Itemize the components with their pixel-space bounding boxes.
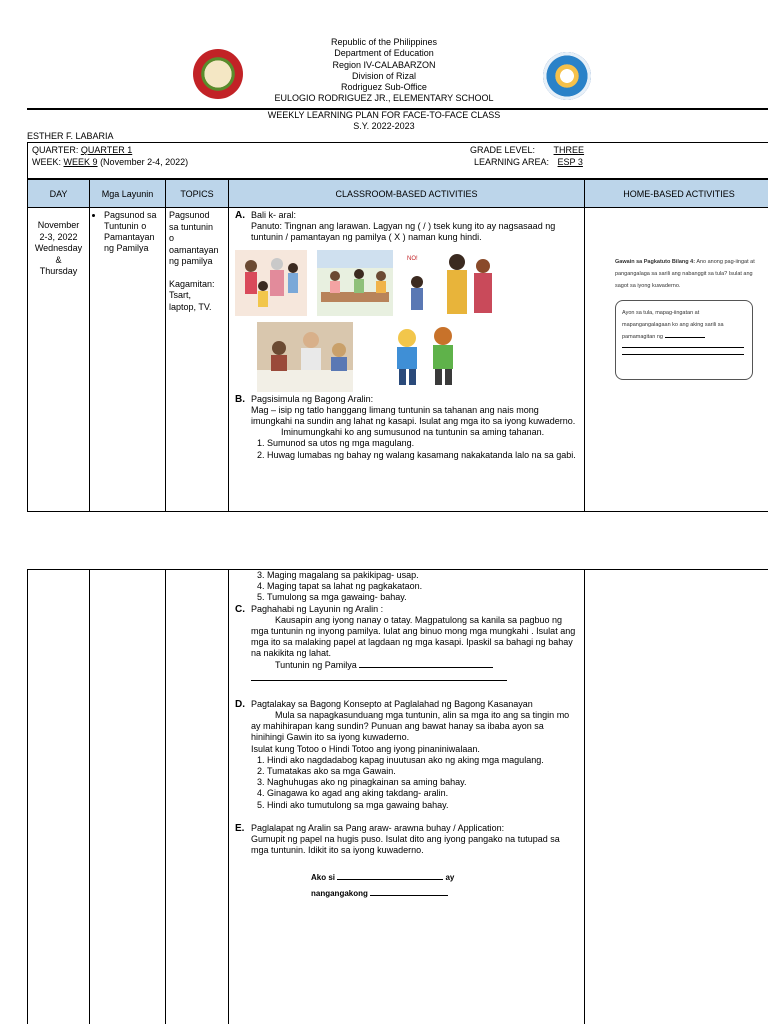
pledge-form — [235, 870, 578, 902]
list-item: 3. Naghuhugas ako ng pinagkainan sa aming bahay. — [267, 777, 578, 788]
home-cell-empty — [585, 570, 768, 1024]
header-line: Rodriguez Sub-Office — [341, 82, 427, 93]
pledge-prefix-1: Ako si — [311, 873, 336, 883]
quarter-label: QUARTER: — [32, 145, 79, 155]
section-b-list — [235, 438, 578, 460]
area-value: ESP 3 — [557, 157, 583, 167]
grade-value: THREE — [553, 145, 585, 155]
col-header-home: HOME-BASED ACTIVITIES — [585, 180, 768, 208]
table-header-row — [28, 180, 768, 208]
plan-info-box — [27, 142, 768, 179]
plan-table — [27, 179, 768, 512]
teacher-name: ESTHER F. LABARIA — [27, 131, 114, 141]
header-line: Region IV-CALABARZON — [332, 59, 436, 70]
header-line: Department of Education — [334, 48, 434, 59]
home-activity-body: Ano anong pag-iingat at pangangalaga sa sarili ang nabanggit sa tula? Isulat ang sagot sa iyong kuwaderno. — [615, 259, 755, 289]
quarter-value: QUARTER 1 — [80, 145, 133, 155]
materials-label: Kagamitan: — [169, 278, 215, 289]
day-cell — [28, 208, 90, 512]
section-letter: A. — [235, 210, 245, 221]
objective-item: • Pagsunod sa Tuntunin o Pamantayan ng Pamilya — [104, 210, 163, 254]
day-line: Wednesday — [34, 243, 83, 253]
section-c — [235, 604, 578, 615]
section-title: Paglalapat ng Aralin sa Pang araw- arawna buhay / Application: — [251, 822, 505, 833]
section-b — [235, 394, 578, 405]
section-b-text: Mag – isip ng tatlo hanggang limang tuntunin sa tahanan ang nais mong imungkahi na sundin ang lahat ng kasapi. Isulat ang mga ito sa iyong kuwaderno. — [251, 404, 576, 427]
day-line: November — [37, 220, 80, 230]
answer-line — [622, 347, 744, 348]
area-label: LEARNING AREA: — [474, 157, 550, 167]
header-line: Division of Rizal — [351, 70, 417, 81]
pledge-prefix-2: nangangakong — [311, 889, 368, 899]
fill-label: Tuntunin ng Pamilya — [275, 659, 357, 670]
day-line: & — [55, 254, 62, 265]
day-cell-empty — [28, 570, 90, 1024]
day-line: Thursday — [39, 266, 78, 276]
topic-line: Pagsunod — [169, 210, 210, 220]
section-a — [235, 210, 578, 221]
materials-line: laptop, TV. — [169, 301, 212, 312]
pledge-fill-name — [337, 879, 443, 880]
answer-line — [665, 337, 705, 338]
school-name: EULOGIO RODRIGUEZ JR., ELEMENTARY SCHOOL — [274, 93, 494, 104]
col-header-classroom: CLASSROOM-BASED ACTIVITIES — [229, 180, 585, 208]
section-d-lead: Isulat kung Totoo o Hindi Totoo ang iyong pinaniniwalaan. — [251, 743, 480, 754]
section-c-text: Kausapin ang iyong nanay o tatay. Magpatulong sa kanila sa pagbuo ng mga tuntunin ng inyong pamilya. Iulat ang binuo mong mga mungkahi . Isulat ang mga ito sa malaking papel at lagdaan ng mga kasapi. Ipaskil sa bahagi ng bahay na nakikita ng lahat. — [251, 614, 576, 659]
family-illustrations — [235, 246, 575, 318]
pledge-fill-promise — [370, 895, 448, 896]
section-b-list-continued — [235, 570, 578, 604]
school-year: S.Y. 2022-2023 — [353, 121, 415, 132]
home-cell — [585, 208, 768, 512]
section-letter: D. — [235, 698, 245, 710]
classroom-cell — [229, 208, 585, 512]
materials-line: Tsart, — [169, 290, 192, 300]
section-d-list — [235, 755, 578, 811]
grade-label: GRADE LEVEL: — [470, 145, 536, 155]
col-header-topics: TOPICS — [166, 180, 229, 208]
day-line: 2-3, 2022 — [39, 231, 78, 242]
list-item: 3. Maging magalang sa pakikipag- usap. — [267, 570, 578, 581]
list-item: 4. Maging tapat sa lahat ng pagkakataon. — [267, 581, 578, 592]
list-item: 2. Huwag lumabas ng bahay ng walang kasamang nakakatanda lalo na sa gabi. — [267, 450, 578, 461]
list-item: 5. Tumulong sa mga gawaing- bahay. — [267, 592, 578, 603]
section-letter: C. — [235, 603, 245, 615]
grade-row — [470, 145, 584, 155]
list-item: 1. Sumunod sa utos ng mga magulang. — [267, 438, 578, 449]
objective-cell-empty — [90, 570, 166, 1024]
home-answer-prompt: Ayon sa tula, mapag-iingatan at mapangangalagaan ko ang aking sarili sa pamamagitan ng — [622, 310, 724, 340]
illustration-row-2 — [235, 322, 578, 394]
svg-text:NO!: NO! — [407, 255, 418, 262]
home-activity-title: Gawain sa Pagkatuto Bilang 4: — [615, 259, 696, 265]
section-d — [235, 699, 578, 710]
list-item: 5. Hindi ako tumutulong sa mga gawaing bahay. — [267, 800, 578, 811]
section-title: Bali k- aral: — [251, 210, 297, 220]
school-header — [0, 37, 768, 105]
list-item: 4. Ginagawa ko agad ang aking takdang- aralin. — [267, 788, 578, 799]
fill-row — [235, 660, 578, 671]
home-activity-text — [615, 256, 767, 292]
praying-family-picture-icon — [257, 322, 353, 392]
fighting-kids-picture-icon — [397, 327, 453, 385]
section-title: Paghahabi ng Layunin ng Aralin : — [251, 603, 384, 614]
classroom-cell-continued — [229, 570, 585, 1024]
pledge-line-2 — [311, 886, 578, 902]
argument-picture-icon — [405, 250, 497, 316]
topic-line: o — [169, 233, 175, 243]
illustration-row-1 — [235, 246, 578, 318]
week-row — [32, 157, 188, 167]
list-item: 2. Tumatakas ako sa mga Gawain. — [267, 766, 578, 777]
division-seal-logo — [543, 52, 591, 100]
section-b-lead: Iminumungkahi ko ang sumusunod na tuntunin sa aming tahanan. — [281, 427, 545, 438]
section-title: Pagtalakay sa Bagong Konsepto at Paglalahad ng Bagong Kasanayan — [251, 698, 533, 709]
plan-title — [0, 110, 768, 133]
home-answer-box — [615, 300, 753, 380]
plan-title-line: WEEKLY LEARNING PLAN FOR FACE-TO-FACE CLASS — [267, 110, 501, 120]
pledge-line-1 — [311, 870, 578, 886]
section-letter: E. — [235, 822, 245, 834]
section-a-text: Panuto: Tingnan ang larawan. Lagyan ng ( / ) tsek kung ito ay nagsasaad ng tuntunin / pamantayan ng pamilya ( X ) naman kung hindi. — [251, 221, 556, 243]
list-item: 1. Hindi ako nagdadabog kapag inuutusan ako ng aking mga magulang. — [267, 755, 578, 766]
topic-line: oamantayan — [169, 244, 219, 255]
answer-line — [622, 354, 744, 355]
fill-line — [359, 667, 493, 668]
section-title: Pagsisimula ng Bagong Aralin: — [251, 393, 374, 404]
topics-cell — [166, 208, 229, 512]
table-row — [28, 570, 768, 1024]
week-dates: (November 2-4, 2022) — [100, 157, 189, 167]
fill-line — [251, 671, 507, 681]
pledge-suffix-1: ay — [445, 873, 455, 883]
week-value: WEEK 9 — [63, 157, 98, 167]
objective-cell — [90, 208, 166, 512]
quarter-row — [32, 145, 132, 155]
week-label: WEEK: — [32, 157, 62, 167]
col-header-day: DAY — [28, 180, 90, 208]
kitchen-picture-icon — [317, 250, 393, 316]
section-e — [235, 823, 578, 834]
section-d-text: Mula sa napagkasunduang mga tuntunin, alin sa mga ito ang sa tingin mo ay mahihirapan kang sundin? Punuan ang bawat hanay sa ibaba ayon sa hinihingi Gawin ito sa iyong kuwaderno. — [251, 710, 570, 743]
area-row — [474, 157, 583, 167]
section-e-text: Gumupit ng papel na hugis puso. Isulat dito ang iyong pangako na tutupad sa mga tuntunin. Idikit ito sa iyong kuwaderno. — [251, 834, 560, 856]
plan-table-continued — [27, 569, 768, 1024]
section-letter: B. — [235, 393, 245, 405]
family-illustrations-2 — [235, 322, 575, 394]
family-picture-icon — [235, 250, 307, 316]
table-row — [28, 208, 768, 512]
header-line: Republic of the Philippines — [330, 37, 438, 47]
col-header-objectives: Mga Layunin — [90, 180, 166, 208]
topic-line: ng pamilya — [169, 256, 213, 266]
topics-cell-empty — [166, 570, 229, 1024]
topic-line: sa tuntunin — [169, 221, 214, 232]
school-seal-logo — [193, 49, 243, 99]
